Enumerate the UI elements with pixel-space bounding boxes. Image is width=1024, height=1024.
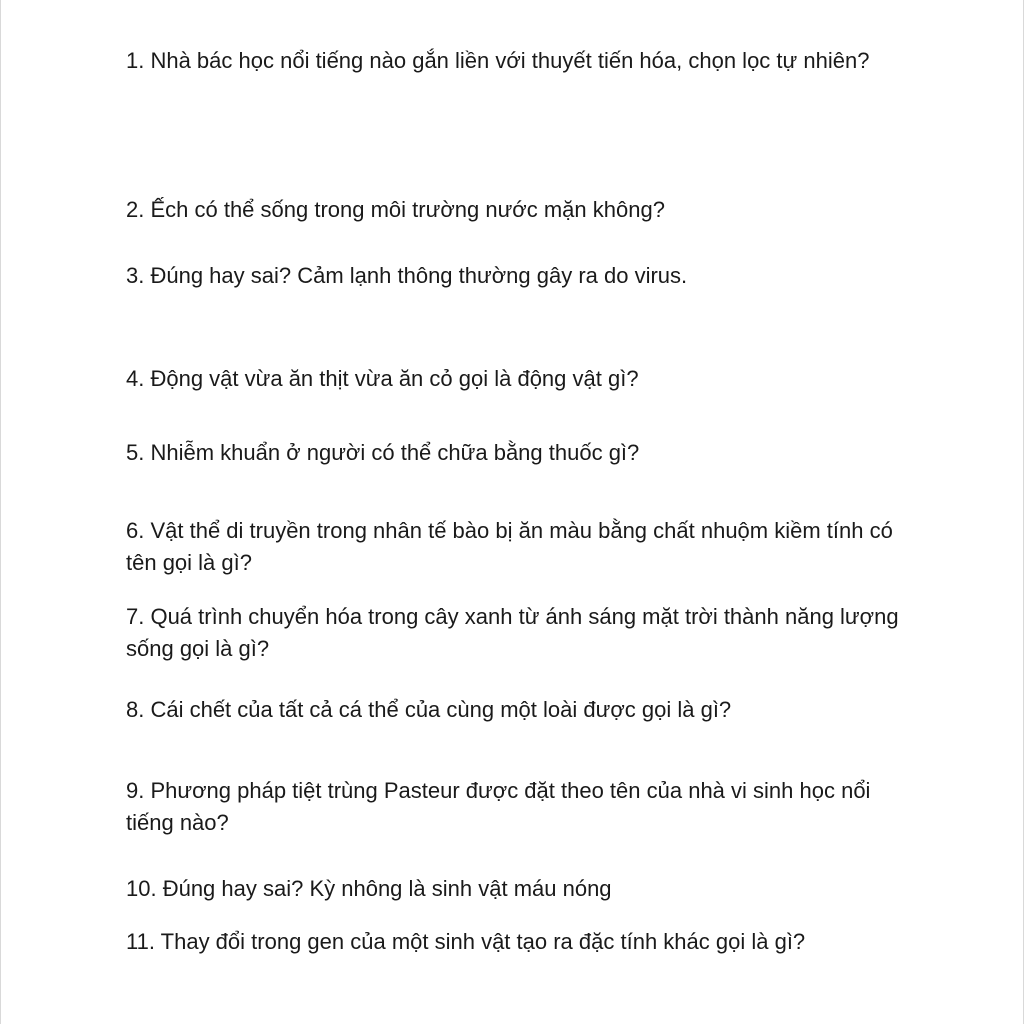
question-6: 6. Vật thể di truyền trong nhân tế bào bị ăn màu bằng chất nhuộm kiềm tính có tên gọi là gì?: [126, 518, 893, 575]
question-1: 1. Nhà bác học nổi tiếng nào gắn liền với thuyết tiến hóa, chọn lọc tự nhiên?: [126, 48, 870, 73]
question-4: 4. Động vật vừa ăn thịt vừa ăn cỏ gọi là động vật gì?: [126, 366, 639, 391]
question-10: 10. Đúng hay sai? Kỳ nhông là sinh vật máu nóng: [126, 876, 612, 901]
question-9: 9. Phương pháp tiệt trùng Pasteur được đặt theo tên của nhà vi sinh học nổi tiếng nào?: [126, 778, 871, 835]
question-8: 8. Cái chết của tất cả cá thể của cùng một loài được gọi là gì?: [126, 697, 732, 722]
question-11: 11. Thay đổi trong gen của một sinh vật tạo ra đặc tính khác gọi là gì?: [126, 929, 806, 954]
question-2: 2. Ếch có thể sống trong môi trường nước mặn không?: [126, 197, 665, 222]
question-5: 5. Nhiễm khuẩn ở người có thể chữa bằng thuốc gì?: [126, 440, 640, 465]
question-3: 3. Đúng hay sai? Cảm lạnh thông thường gây ra do virus.: [126, 263, 688, 288]
question-7: 7. Quá trình chuyển hóa trong cây xanh từ ánh sáng mặt trời thành năng lượng sống gọi là gì?: [126, 604, 899, 661]
